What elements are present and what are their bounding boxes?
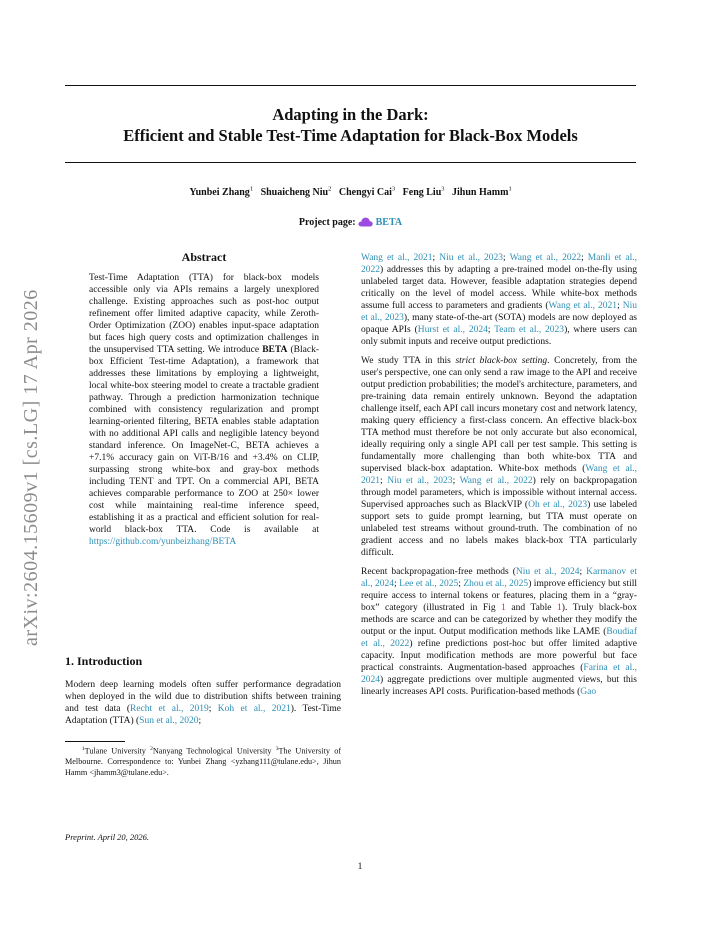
citation[interactable]: Wang et al., 2021: [361, 253, 433, 263]
cross-reference[interactable]: 1: [501, 603, 506, 613]
arxiv-identifier: arXiv:2604.15609v1 [cs.LG] 17 Apr 2026: [20, 289, 42, 646]
citation[interactable]: Wang et al., 2022: [509, 253, 582, 263]
title-line-2: Efficient and Stable Test-Time Adaptation for Black-Box Models: [123, 126, 578, 145]
citation[interactable]: Niu et al., 2023: [387, 476, 453, 486]
paragraph: Recent backpropagation-free methods (Niu et al., 2024; Karmanov et al., 2024; Lee et al., 2025; Zhou et al., 2025) improve efficiency but still require access to internal tokens or features, placing them in a “gray-box” category (illustrated in Fig 1 and Table 1). Truly black-box methods are scarce and can be categorized by whether they modify the output or the input. Output modification methods like LAME (Boudiaf et al., 2022) refine predictions post-hoc but offer limited adaptive capacity. Input modification methods are more powerful but face practical constraints. Augmentation-based approaches (Farina et al., 2024) aggregate predictions over multiple augmented views, but this linearly increases API costs. Purification-based methods (Gao: [361, 567, 638, 697]
author: Chengyi Cai$^3$: [338, 186, 396, 199]
affiliation-footnote: $^1$Tulane University $^2$Nanyang Technological University $^3$The University of Melbourne. Correspondence to: Yunbei Zhang <yzhang111@tulane.edu>, Jihun Hamm <jhamm3@tulane.edu>.: [65, 746, 342, 777]
project-label: Project page: [298, 217, 353, 228]
right-column: [361, 252, 637, 705]
title-line-1: Adapting in the Dark:: [272, 105, 429, 124]
section-heading-introduction: 1. Introduction: [65, 654, 143, 668]
citation[interactable]: Niu et al., 2023: [439, 253, 504, 263]
cloud-icon: [358, 216, 373, 230]
citation[interactable]: Wang et al., 2021: [548, 301, 618, 311]
beta-name: BETA: [262, 345, 288, 355]
author: Jihun Hamm$^1$: [452, 186, 512, 199]
citation[interactable]: Team et al., 2023: [494, 325, 565, 335]
citation[interactable]: Boudiaf et al., 2022: [361, 627, 637, 649]
citation[interactable]: Zhou et al., 2025: [463, 579, 529, 589]
top-rule: [65, 85, 636, 86]
citation[interactable]: Sun et al., 2020: [139, 716, 199, 726]
project-page: Project page: BETA: [298, 217, 403, 228]
citation[interactable]: Farina et al., 2024: [361, 663, 637, 685]
title-bottom-rule: [65, 162, 636, 163]
citation[interactable]: Recht et al., 2019: [130, 704, 209, 714]
citation[interactable]: Wang et al., 2021: [361, 464, 638, 486]
preprint-note: Preprint. April 20, 2026.: [65, 832, 150, 842]
citation[interactable]: Hurst et al., 2024: [417, 325, 488, 335]
paragraph: Wang et al., 2021; Niu et al., 2023; Wang et al., 2022; Manli et al., 2022) addresses this by adapting a pre-trained model on-the-fly using unlabeled target data. However, feasible adaptation strategies depend critically on the level of model access. While white-box methods assume full access to parameters and gradients (Wang et al., 2021; Niu et al., 2023), many state-of-the-art (SOTA) models are now deployed as opaque APIs (Hurst et al., 2024; Team et al., 2023), where users can only submit inputs and receive output predictions.: [361, 253, 638, 347]
author: Yunbei Zhang$^1$: [189, 186, 254, 199]
abstract-body: Test-Time Adaptation (TTA) for black-box models accessible only via APIs remains a largely unexplored challenge. Existing approaches such as post-hoc output refinement offer limited adaptive capacity, while Zeroth-Order Optimization (ZOO) enables input-space adaptation but faces high query costs and optimization challenges in the unsupervised TTA setting. We introduce BETA (Black-box Efficient Test-time Adaptation), a framework that addresses these limitations by employing a lightweight, local white-box steering model to create a tractable gradient pathway. Through a prediction harmonization technique combined with consistency regularization and prompt learning-oriented filtering, BETA enables stable adaptation with no additional API calls and negligible latency beyond standard inference. On ImageNet-C, BETA achieves a +7.1% accuracy gain on ViT-B/16 and +3.4% on CLIP, surpassing strong white-box and gray-box methods including TENT and TPT. On a commercial API, BETA achieves comparable performance to ZOO at 250× lower cost while maintaining real-time inference speed, establishing it as a practical and efficient solution for real-world black-box TTA. Code is available at https://github.com/yunbeizhang/BETA: [89, 273, 319, 547]
paper-title: [65, 104, 636, 146]
author: Feng Liu$^3$: [402, 186, 445, 199]
code-url[interactable]: https://github.com/yunbeizhang/BETA: [89, 537, 237, 547]
author-list: [65, 186, 636, 198]
citation[interactable]: Wang et al., 2022: [459, 476, 533, 486]
citation[interactable]: Oh et al., 2023: [528, 500, 588, 510]
citation[interactable]: Manli et al., 2022: [361, 253, 638, 275]
citation[interactable]: Karmanov et al., 2024: [361, 567, 637, 589]
citation[interactable]: Gao: [580, 687, 597, 697]
introduction-paragraph: Modern deep learning models often suffer performance degradation when deployed in the wild due to distribution shifts between training and test data (Recht et al., 2019; Koh et al., 2021). Test-Time Adaptation (TTA) (Sun et al., 2020;: [65, 680, 342, 726]
project-link[interactable]: BETA: [375, 217, 403, 228]
citation[interactable]: Koh et al., 2021: [217, 704, 291, 714]
footnote-rule: [65, 741, 125, 742]
citation[interactable]: Niu et al., 2023: [361, 301, 638, 323]
citation[interactable]: Lee et al., 2025: [399, 579, 459, 589]
author: Shuaicheng Niu$^2$: [260, 186, 332, 199]
cross-reference[interactable]: 1: [557, 603, 562, 613]
page-number: 1: [357, 862, 363, 872]
abstract-heading: Abstract: [181, 250, 227, 264]
paragraph: We study TTA in this strict black-box setting. Concretely, from the user's perspective, one can only send a raw image to the API and receive output prediction probabilities; the model's architecture, parameters, and pre-training data remain entirely unknown. Beyond the adaptation challenge itself, each API call incurs monetary cost and network latency, making query efficiency a first-class concern. An effective black-box TTA method must therefore be not only accurate but also economical, ideally requiring only a single API call per test sample. This setting is fundamentally more challenging than both white-box TTA and supervised black-box adaptation. White-box methods (Wang et al., 2021; Niu et al., 2023; Wang et al., 2022) rely on backpropagation through model parameters, which is impossible without internal access. Supervised approaches such as BlackVIP (Oh et al., 2023) use labeled support sets to guide prompt learning, but TTA must operate on unlabeled test streams without ground-truth. The combination of no gradient access and no labels makes black-box TTA particularly difficult.: [361, 356, 638, 558]
emphasis: strict black-box setting: [455, 356, 548, 366]
citation[interactable]: Niu et al., 2024: [515, 567, 580, 577]
